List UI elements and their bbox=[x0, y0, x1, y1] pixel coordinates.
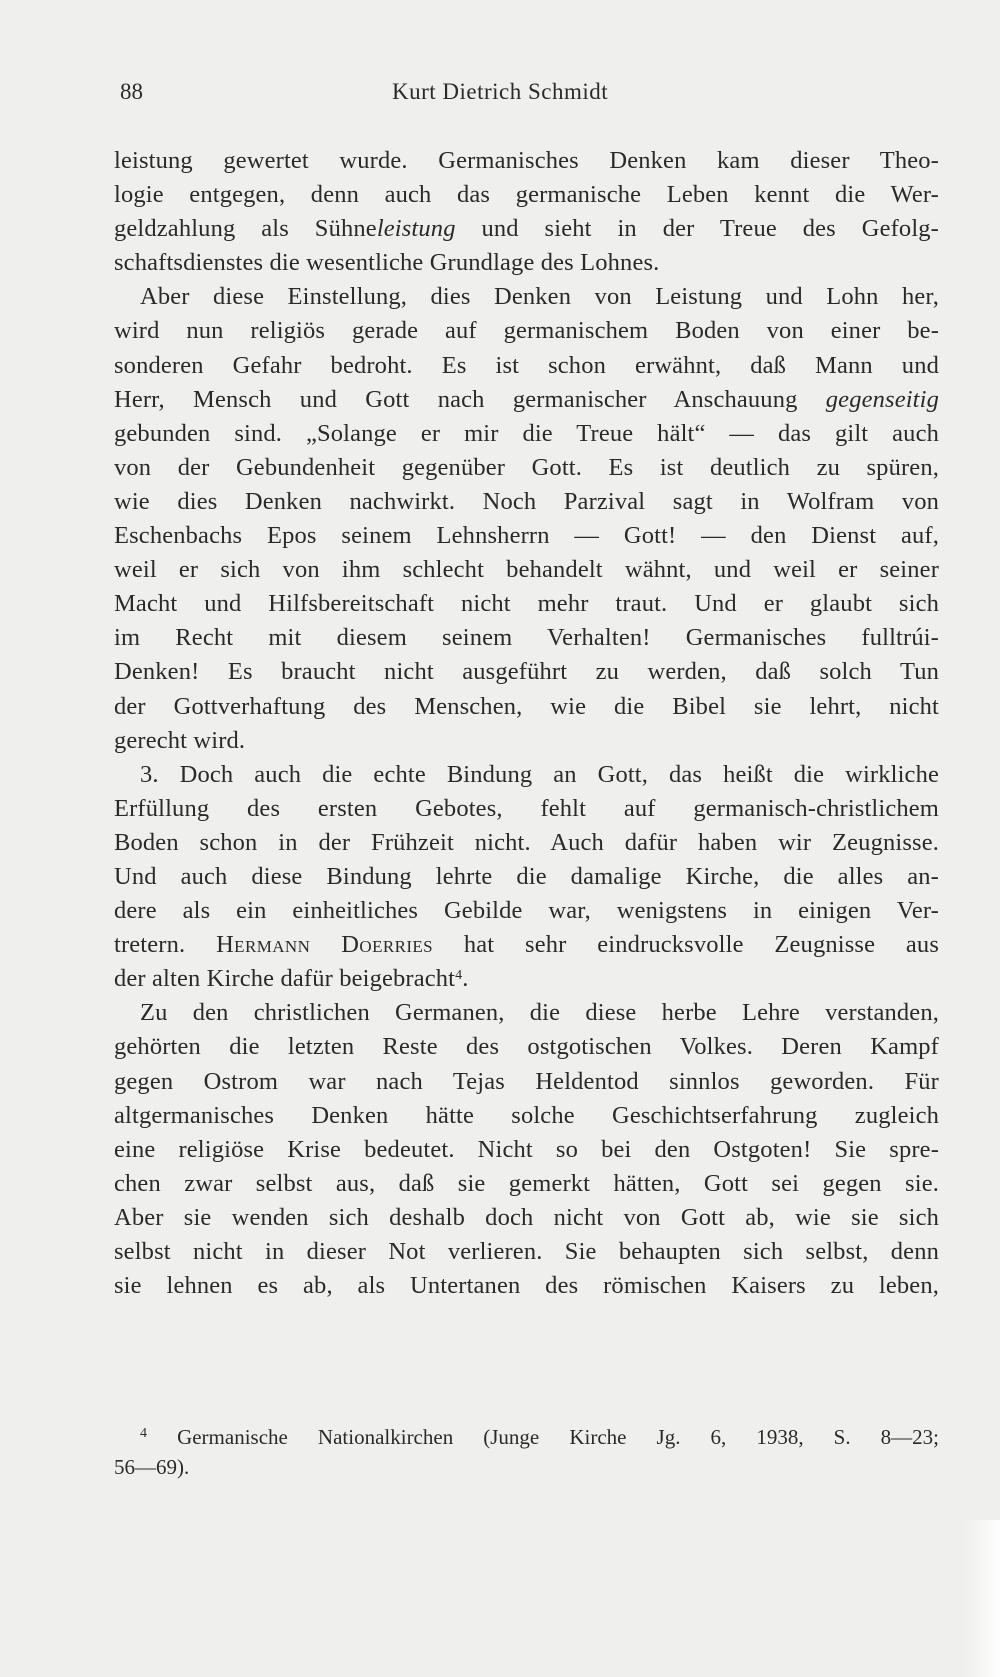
text-line: eine religiöse Krise bedeutet. Nicht so bei den Ostgoten! Sie spre- bbox=[114, 1135, 939, 1163]
text-line: gerecht wird. bbox=[114, 726, 246, 754]
emphasis: gegenseitig bbox=[825, 385, 939, 413]
text-line: Eschenbachs Epos seinem Lehnsherrn — Gott! — den Dienst auf, bbox=[114, 522, 939, 550]
text-line bbox=[114, 928, 939, 962]
text-line: chen zwar selbst aus, daß sie gemerkt hätten, Gott sei gegen sie. bbox=[114, 1169, 939, 1197]
page-header bbox=[120, 72, 940, 112]
page-number: 88 bbox=[120, 79, 143, 104]
text-line: im Recht mit diesem seinem Verhalten! Germanisches fulltrúi- bbox=[114, 624, 939, 652]
text-line: gebunden sind. „Solange er mir die Treue hält“ — das gilt auch bbox=[114, 419, 939, 447]
text-line: sonderen Gefahr bedroht. Es ist schon erwähnt, daß Mann und bbox=[114, 351, 939, 379]
footnote-marker: 4 bbox=[140, 1426, 147, 1441]
footnote-line: 56—69). bbox=[114, 1455, 190, 1479]
footnote bbox=[114, 1422, 939, 1482]
text-segment: Herr, Mensch und Gott nach germanischer Anschauung bbox=[114, 385, 826, 413]
text-line: schaftsdienstes die wesentliche Grundlage des Lohnes. bbox=[114, 249, 660, 277]
text-segment: der alten Kirche dafür beigebracht bbox=[114, 965, 456, 993]
text-line: sie lehnen es ab, als Untertanen des römischen Kaisers zu leben, bbox=[114, 1272, 939, 1300]
text-line: wie dies Denken nachwirkt. Noch Parzival sagt in Wolfram von bbox=[114, 487, 939, 515]
text-line: Aber diese Einstellung, dies Denken von Leistung und Lohn her, bbox=[140, 283, 939, 311]
text-line: altgermanisches Denken hätte solche Geschichtserfahrung zugleich bbox=[114, 1101, 939, 1129]
text-line: leistung gewertet wurde. Germanisches Denken kam dieser Theo- bbox=[114, 147, 939, 174]
text-line: Erfüllung des ersten Gebotes, fehlt auf germanisch-christlichem bbox=[114, 794, 939, 822]
text-line: Denken! Es braucht nicht ausgeführt zu werden, daß solch Tun bbox=[114, 658, 939, 686]
text-line: selbst nicht in dieser Not verlieren. Sie behaupten sich selbst, denn bbox=[114, 1238, 939, 1265]
text-segment: tretern. bbox=[114, 931, 217, 959]
footnote-line bbox=[114, 1422, 939, 1452]
text-segment: und sieht in der Treue des Gefolg- bbox=[455, 215, 939, 243]
text-line: Zu den christlichen Germanen, die diese herbe Lehre verstanden, bbox=[140, 999, 939, 1027]
footnote-text: Germanische Nationalkirchen (Junge Kirche Jg. 6, 1938, S. 8—23; bbox=[147, 1425, 939, 1449]
emphasis: leistung bbox=[376, 215, 456, 243]
text-line: logie entgegen, denn auch das germanische Leben kennt die Wer- bbox=[114, 181, 939, 209]
author-name: Hermann Doerries bbox=[216, 931, 434, 959]
text-line: weil er sich von ihm schlecht behandelt wähnt, und weil er seiner bbox=[114, 556, 939, 584]
text-line: gehörten die letzten Reste des ostgotischen Volkes. Deren Kampf bbox=[114, 1033, 939, 1061]
text-line: der Gottverhaftung des Menschen, wie die Bibel sie lehrt, nicht bbox=[114, 692, 939, 720]
text-line: 3. Doch auch die echte Bindung an Gott, das heißt die wirkliche bbox=[140, 760, 939, 788]
text-line bbox=[114, 383, 939, 417]
text-line: Und auch diese Bindung lehrte die damalige Kirche, die alles an- bbox=[114, 862, 939, 890]
text-line: wird nun religiös gerade auf germanischem Boden von einer be- bbox=[114, 317, 939, 345]
text-segment: geldzahlung als Sühne bbox=[114, 215, 377, 243]
text-line: Boden schon in der Frühzeit nicht. Auch dafür haben wir Zeugnisse. bbox=[114, 828, 939, 856]
text-line: Aber sie wenden sich deshalb doch nicht von Gott ab, wie sie sich bbox=[114, 1203, 939, 1231]
text-segment: . bbox=[462, 965, 469, 993]
text-line: gegen Ostrom war nach Tejas Heldentod sinnlos geworden. Für bbox=[114, 1067, 939, 1095]
running-head: Kurt Dietrich Schmidt bbox=[392, 79, 609, 104]
text-line bbox=[114, 212, 939, 246]
text-line: dere als ein einheitliches Gebilde war, wenigstens in einigen Ver- bbox=[114, 897, 939, 925]
footnote-reference[interactable]: 4 bbox=[455, 968, 463, 984]
text-segment: hat sehr eindrucksvolle Zeugnisse aus bbox=[433, 931, 940, 959]
text-line bbox=[114, 962, 939, 996]
text-line: Macht und Hilfsbereitschaft nicht mehr traut. Und er glaubt sich bbox=[114, 590, 939, 618]
text-line: von der Gebundenheit gegenüber Gott. Es ist deutlich zu spüren, bbox=[114, 453, 939, 481]
body-text bbox=[114, 144, 939, 1303]
